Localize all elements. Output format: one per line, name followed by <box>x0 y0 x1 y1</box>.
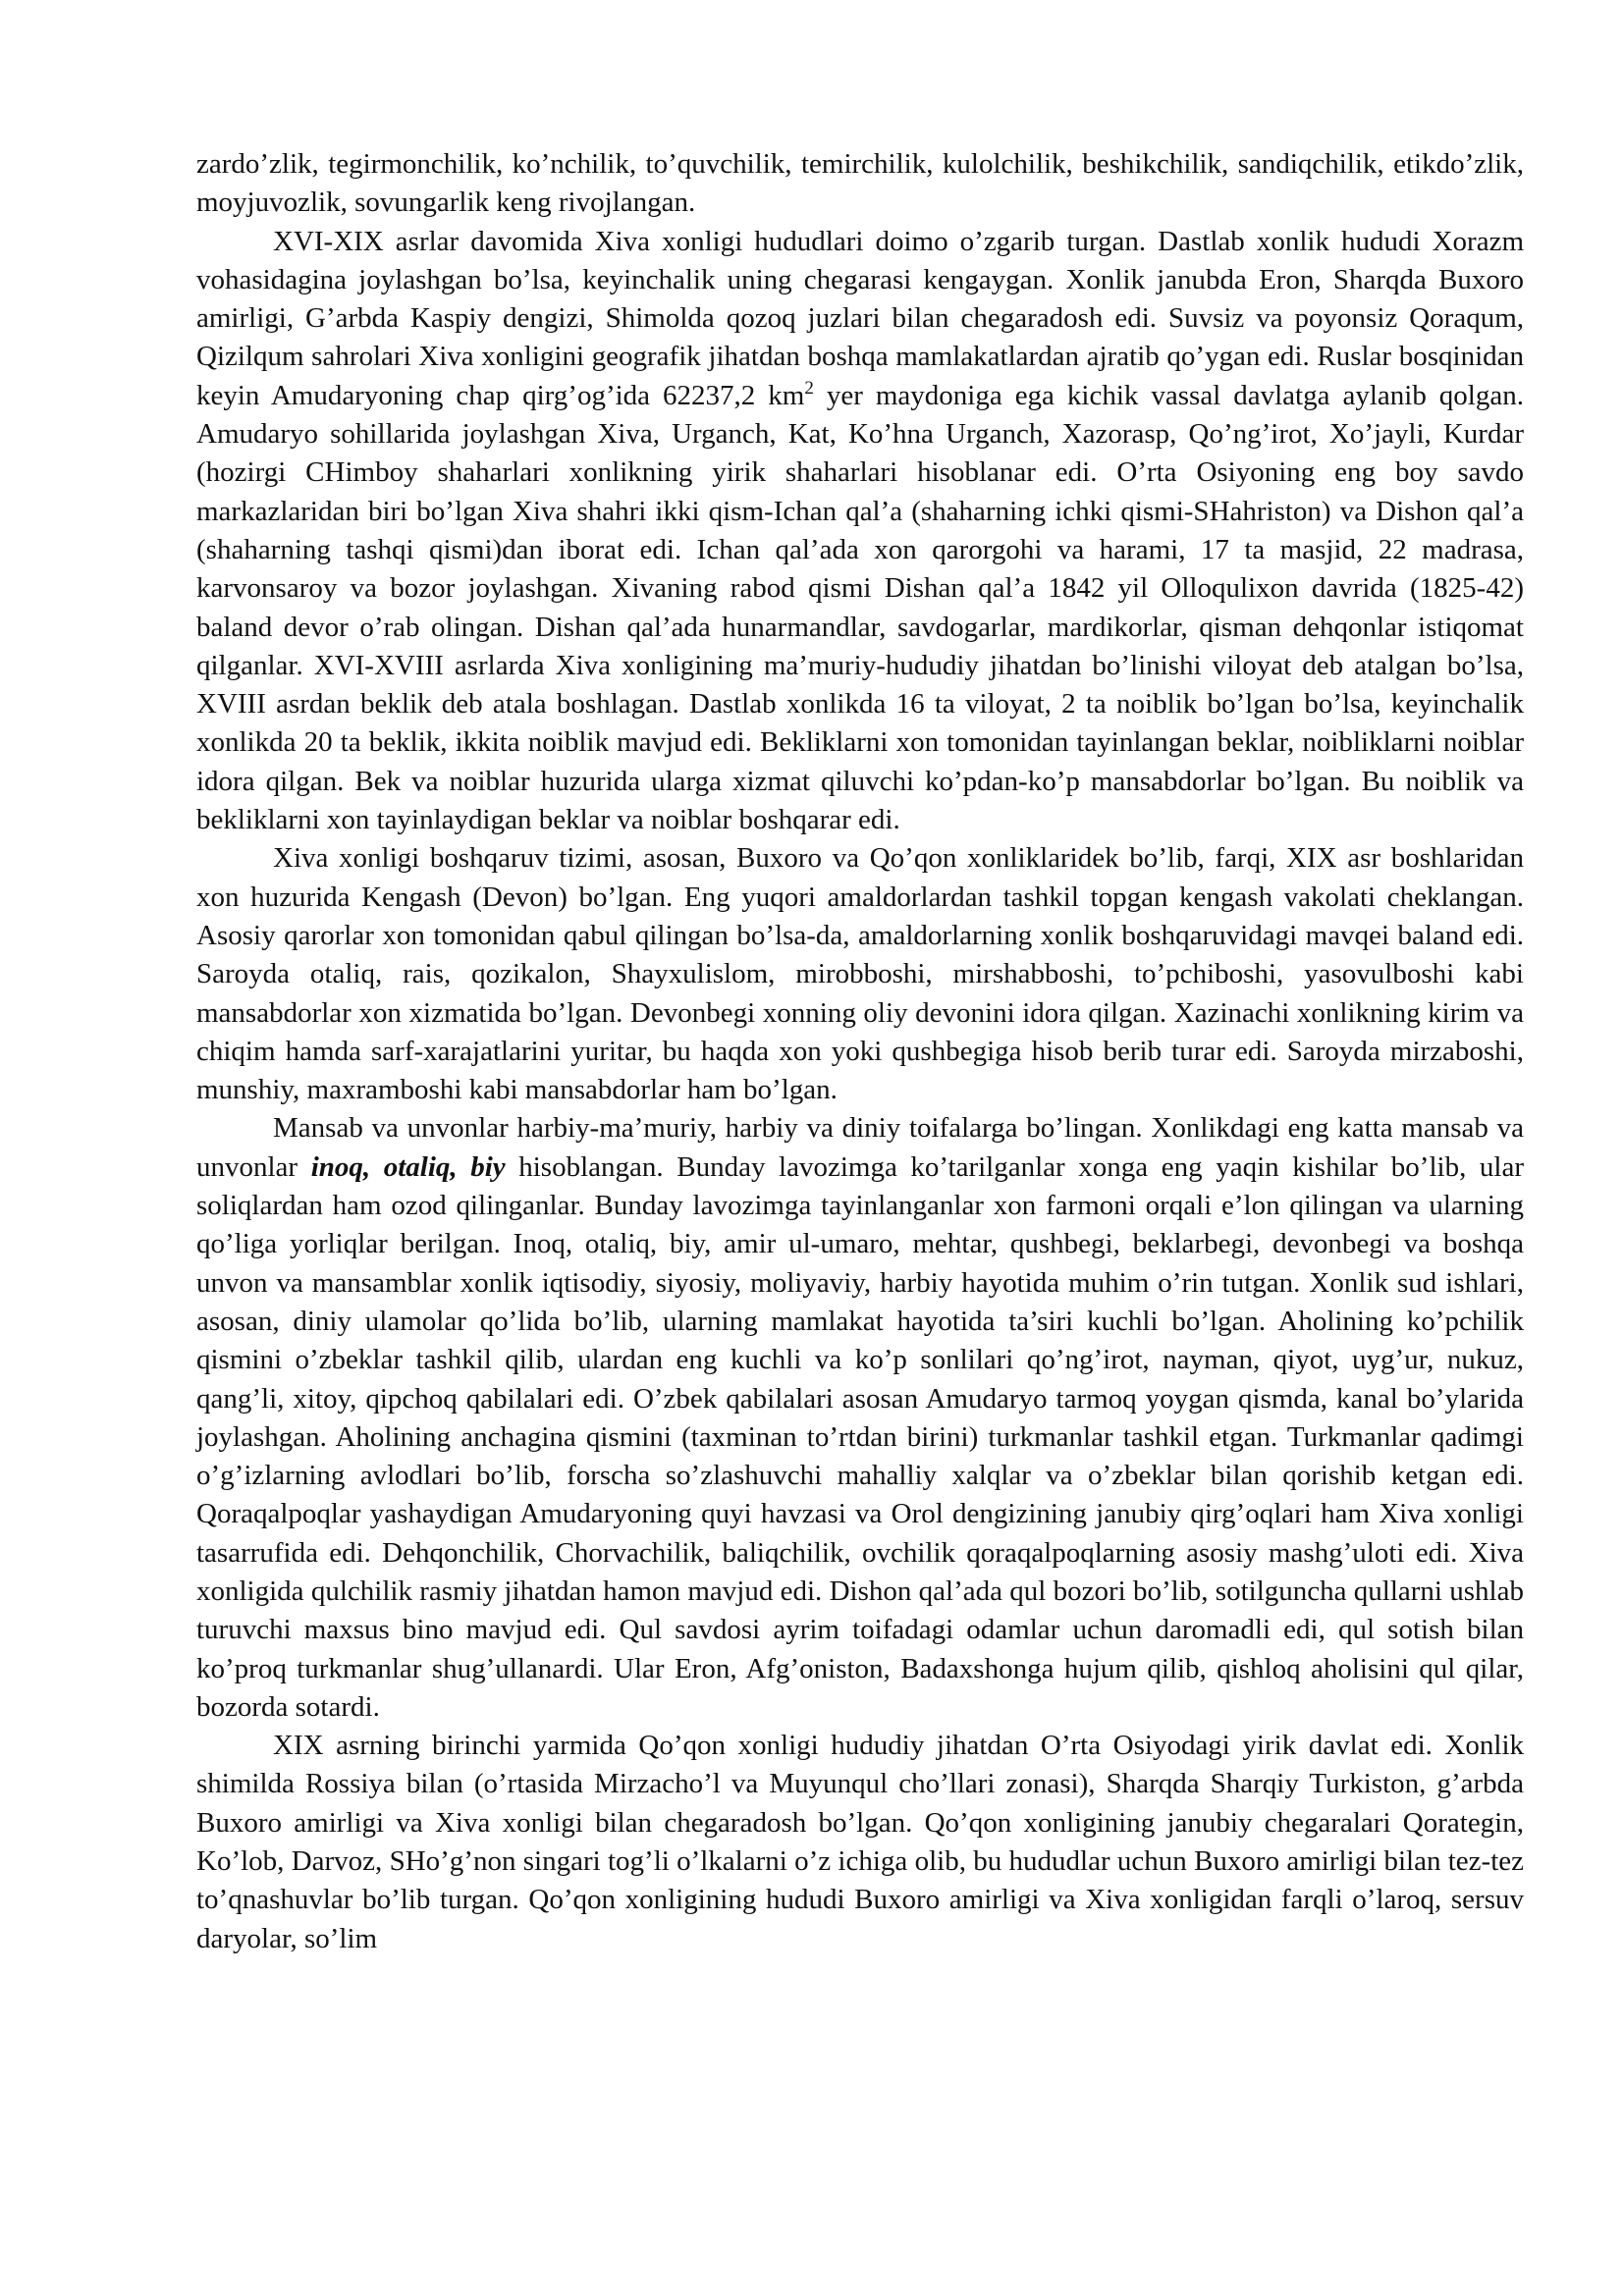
emphasized-titles: inoq, otaliq, biy <box>310 1150 506 1183</box>
paragraph-ranks-population <box>196 1109 1524 1727</box>
paragraph-kokand: XIX asrning birinchi yarmida Qo’qon xonligi hududiy jihatdan O’rta Osiyodagi yirik davlat edi. Xonlik shimilda Rossiya bilan (o’rtasida Mirzacho’l va Muyunqul cho’llari zonasi), Sharqda Sharqiy Turkiston, g’arbda Buxoro amirligi va Xiva xonligi bilan chegaradosh bo’lgan. Qo’qon xonligining janubiy chegaralari Qorategin, Ko’lob, Darvoz, SHo’g’non singari tog’li o’lkalarni o’z ichiga olib, bu hududlar uchun Buxoro amirligi bilan tez-tez to’qnashuvlar bo’lib turgan. Qo’qon xonligining hududi Buxoro amirligi va Xiva xonligidan farqli o’laroq, sersuv daryolar, so’lim <box>196 1730 1524 1954</box>
paragraph-crafts: zardo’zlik, tegirmonchilik, ko’nchilik, to’quvchilik, temirchilik, kulolchilik, beshikchilik, sandiqchilik, etikdo’zlik, moyjuvozlik, sovungarlik keng rivojlangan. <box>196 148 1524 219</box>
ranks-text-start: Mansab va unvonlar harbiy-ma’muriy, harbiy va diniy toifalarga bo’lingan. Xonlikdagi eng katta mansab va unvonlar <box>196 1112 1524 1183</box>
paragraph-khiva-territory <box>196 223 1524 840</box>
paragraph-governance: Xiva xonligi boshqaruv tizimi, asosan, Buxoro va Qo’qon xonliklaridek bo’lib, farqi, XIX asr boshlaridan xon huzurida Kengash (Devon) bo’lgan. Eng yuqori amaldorlardan tashkil topgan kengash vakolati cheklangan. Asosiy qarorlar xon tomonidan qabul qilingan bo’lsa-da, amaldorlarning xonlik boshqaruvidagi mavqei baland edi. Saroyda otaliq, rais, qozikalon, Shayxulislom, mirobboshi, mirshabboshi, to’pchiboshi, yasovulboshi kabi mansabdorlar xon xizmatida bo’lgan. Devonbegi xonning oliy devonini idora qilgan. Xazinachi xonlikning kirim va chiqim hamda sarf-xarajatlarini yuritar, bu haqda xon yoki qushbegiga hisob berib turar edi. Saroyda mirzaboshi, munshiy, maxramboshi kabi mansabdorlar ham bo’lgan. <box>196 842 1524 1106</box>
territory-text-start: XVI-XIX asrlar davomida Xiva xonligi hududlari doimo o’zgarib turgan. Dastlab xonlik hududi Xorazm vohasidagina joylashgan bo’lsa, keyinchalik uning chegarasi kengaygan. Xonlik janubda Eron, Sharqda Buxoro amirligi, G’arbda Kaspiy dengizi, Shimolda qozoq juzlari bilan chegaradosh edi. Suvsiz va poyonsiz Qoraqum, Qizilqum sahrolari Xiva xonligini geografik jihatdan boshqa mamlakatlardan ajratib qo’ygan edi. Ruslar bosqinidan keyin Amudaryoning chap qirg’og’ida 62237,2 km <box>196 225 1524 411</box>
ranks-text-end: hisoblangan. Bunday lavozimga ko’tarilganlar xonga eng yaqin kishilar bo’lib, ular soliqlardan ham ozod qilinganlar. Bunday lavozimga tayinlanganlar xon farmoni orqali e’lon qilingan va ularning qo’liga yorliqlar berilgan. Inoq, otaliq, biy, amir ul-umaro, mehtar, qushbegi, beklarbegi, devonbegi va boshqa unvon va mansamblar xonlik iqtisodiy, siyosiy, moliyaviy, harbiy hayotida muhim o’rin tutgan. Xonlik sud ishlari, asosan, diniy ulamolar qo’lida bo’lib, ularning mamlakat hayotida ta’siri kuchli bo’lgan. Aholining ko’pchilik qismini o’zbeklar tashkil qilib, ulardan eng kuchli va ko’p sonlilari qo’ng’irot, nayman, qiyot, uyg’ur, nukuz, qang’li, xitoy, qipchoq qabilalari edi. O’zbek qabilalari asosan Amudaryo tarmoq yoygan qismda, kanal bo’ylarida joylashgan. Aholining anchagina qismini (taxminan to’rtdan birini) turkmanlar tashkil etgan. Turkmanlar qadimgi o’g’izlarning avlodlari bo’lib, forscha so’zlashuvchi mahalliy xalqlar va o’zbeklar bilan qorishib ketgan edi. Qoraqalpoqlar yashaydigan Amudaryoning quyi havzasi va Orol dengizining janubiy qirg’oqlari ham Xiva xonligi tasarrufida edi. Dehqonchilik, Chorvachilik, baliqchilik, ovchilik qoraqalpoqlarning asosiy mashg’uloti edi. Xiva xonligida qulchilik rasmiy jihatdan hamon mavjud edi. Dishon qal’ada qul bozori bo’lib, sotilguncha qullarni ushlab turuvchi maxsus bino mavjud edi. Qul savdosi ayrim toifadagi odamlar uchun daromadli edi, qul sotish bilan ko’proq turkmanlar shug’ullanardi. Ular Eron, Afg’oniston, Badaxshonga hujum qilib, qishloq aholisini qul qilar, bozorda sotardi. <box>196 1150 1524 1723</box>
territory-text-end: yer maydoniga ega kichik vassal davlatga aylanib qolgan. Amudaryo sohillarida joylashgan Xiva, Urganch, Kat, Ko’hna Urganch, Xazorasp, Qo’ng’irot, Xo’jayli, Kurdar (hozirgi CHimboy shaharlari xonlikning yirik shaharlari hisoblanar edi. O’rta Osiyoning eng boy savdo markazlaridan biri bo’lgan Xiva shahri ikki qism-Ichan qal’a (shaharning ichki qismi-SHahriston) va Dishon qal’a (shaharning tashqi qismi)dan iborat edi. Ichan qal’ada xon qarorgohi va harami, 17 ta masjid, 22 madrasa, karvonsaroy va bozor joylashgan. Xivaning rabod qismi Dishan qal’a 1842 yil Olloqulixon davrida (1825-42) baland devor o’rab olingan. Dishan qal’ada hunarmandlar, savdogarlar, mardikorlar, qisman dehqonlar istiqomat qilganlar. XVI-XVIII asrlarda Xiva xonligining ma’muriy-hududiy jihatdan bo’linishi viloyat deb atalgan bo’lsa, XVIII asrdan beklik deb atala boshlagan. Dastlab xonlikda 16 ta viloyat, 2 ta noiblik bo’lgan bo’lsa, keyinchalik xonlikda 20 ta beklik, ikkita noiblik mavjud edi. Bekliklarni xon tomonidan tayinlangan beklar, noibliklarni noiblar idora qilgan. Bek va noiblar huzurida ularga xizmat qiluvchi ko’pdan-ko’p mansabdorlar bo’lgan. Bu noiblik va bekliklarni xon tayinlaydigan beklar va noiblar boshqarar edi. <box>196 379 1524 836</box>
document-page <box>196 145 1524 1958</box>
superscript-square: 2 <box>804 377 814 399</box>
